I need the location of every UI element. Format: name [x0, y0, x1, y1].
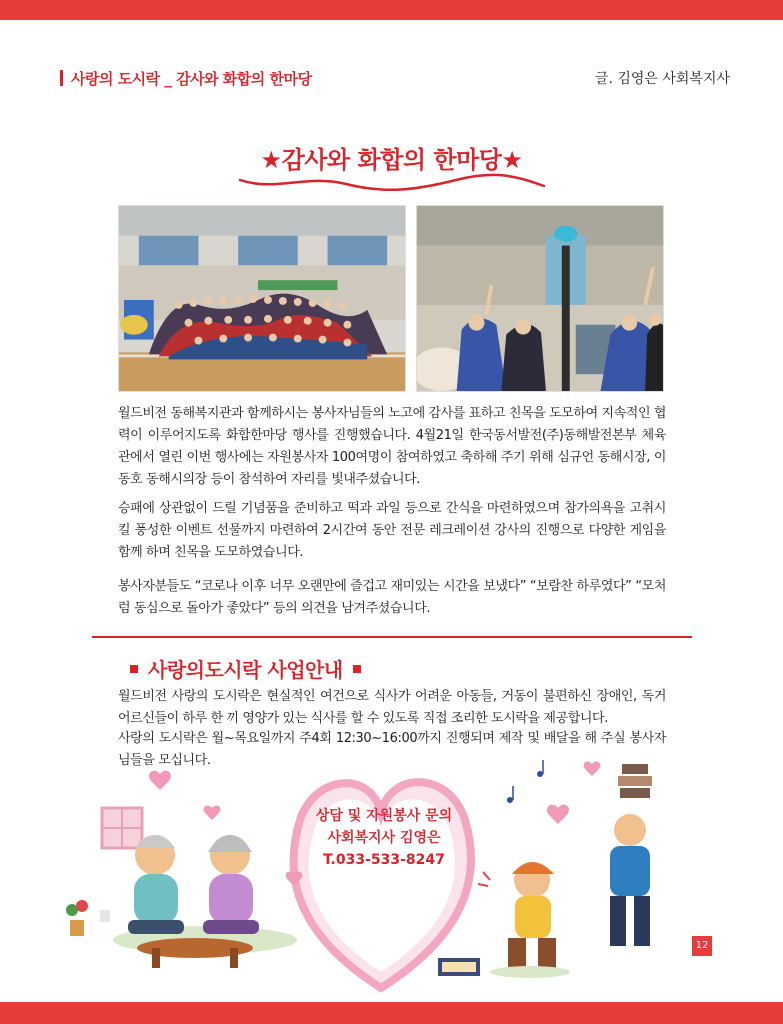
group-photo [118, 205, 406, 392]
illustration-area [60, 760, 700, 996]
section-label: 사랑의 도시락 _ 감사와 화합의 한마당 [60, 68, 311, 89]
article-paragraph-2: 승패에 상관없이 드릴 기념품을 준비하고 떡과 과일 등으로 간식을 마련하였으며 참가의욕을 고취시킬 풍성한 이벤트 선물까지 마련하여 2시간여 동안 전문 레크레이션 강사의 진행으로 다양한 게임을 함께 하며 친목을 도모하였습니다. [118, 501, 666, 560]
program-title-text: 사랑의도시락 사업안내 [148, 658, 343, 682]
square-bullet-icon [130, 665, 138, 673]
running-header [60, 68, 730, 92]
game-photo [416, 205, 664, 392]
program-paragraph-1: 월드비전 사랑의 도시락은 현실적인 여건으로 식사가 어려운 아동들, 거동이 불편하신 장애인, 독거 어르신들이 하루 한 끼 영양가 있는 식사를 할 수 있도록 직접 조리한 도시락을 제공합니다. [118, 689, 666, 726]
contact-phone: T.033-533-8247 [323, 852, 445, 868]
contact-info [300, 805, 468, 871]
program-title [120, 654, 420, 683]
program-paragraph-2: 사랑의 도시락은 월~목요일까지 주4회 12:30~16:00까지 진행되며 제작 및 배달을 해 주실 봉사자님들을 모십니다. [118, 731, 666, 768]
contact-line-1: 상담 및 자원봉사 문의 [315, 808, 453, 824]
article-paragraph-1: 월드비전 동해복지관과 함께하시는 봉사자님들의 노고에 감사를 표하고 친목을 도모하여 지속적인 협력이 이루어지도록 화합한마당 행사를 진행했습니다. 4월21일 한국동서발전(주)동해발전본부 체육관에서 열린 이번 행사에는 자원봉사자 100여명이 참여하였고 축하해 주기 위해 심규언 동해시장, 이동호 동해시의장 등이 참석하여 자리를 빛내주셨습니다. [118, 406, 666, 487]
page-number: 12 [692, 936, 712, 956]
music-note-icon [507, 760, 543, 803]
contact-line-2: 사회복지사 김영은 [327, 830, 441, 846]
bottom-color-bar [0, 1002, 783, 1024]
article-title: ★감사와 화합의 한마당★ [260, 146, 523, 174]
section-divider [92, 636, 692, 638]
square-bullet-icon [353, 665, 361, 673]
article-paragraph-3: 봉사자분들도 “코로나 이후 너무 오랜만에 즐겁고 재미있는 시간을 보냈다” “보람찬 하루였다” “모처럼 동심으로 돌아가 좋았다” 등의 의견을 남겨주셨습니다. [118, 579, 666, 616]
title-wave-underline [236, 172, 548, 192]
top-color-bar [0, 0, 783, 20]
author-byline: 글. 김영은 사회복지사 [594, 71, 730, 87]
